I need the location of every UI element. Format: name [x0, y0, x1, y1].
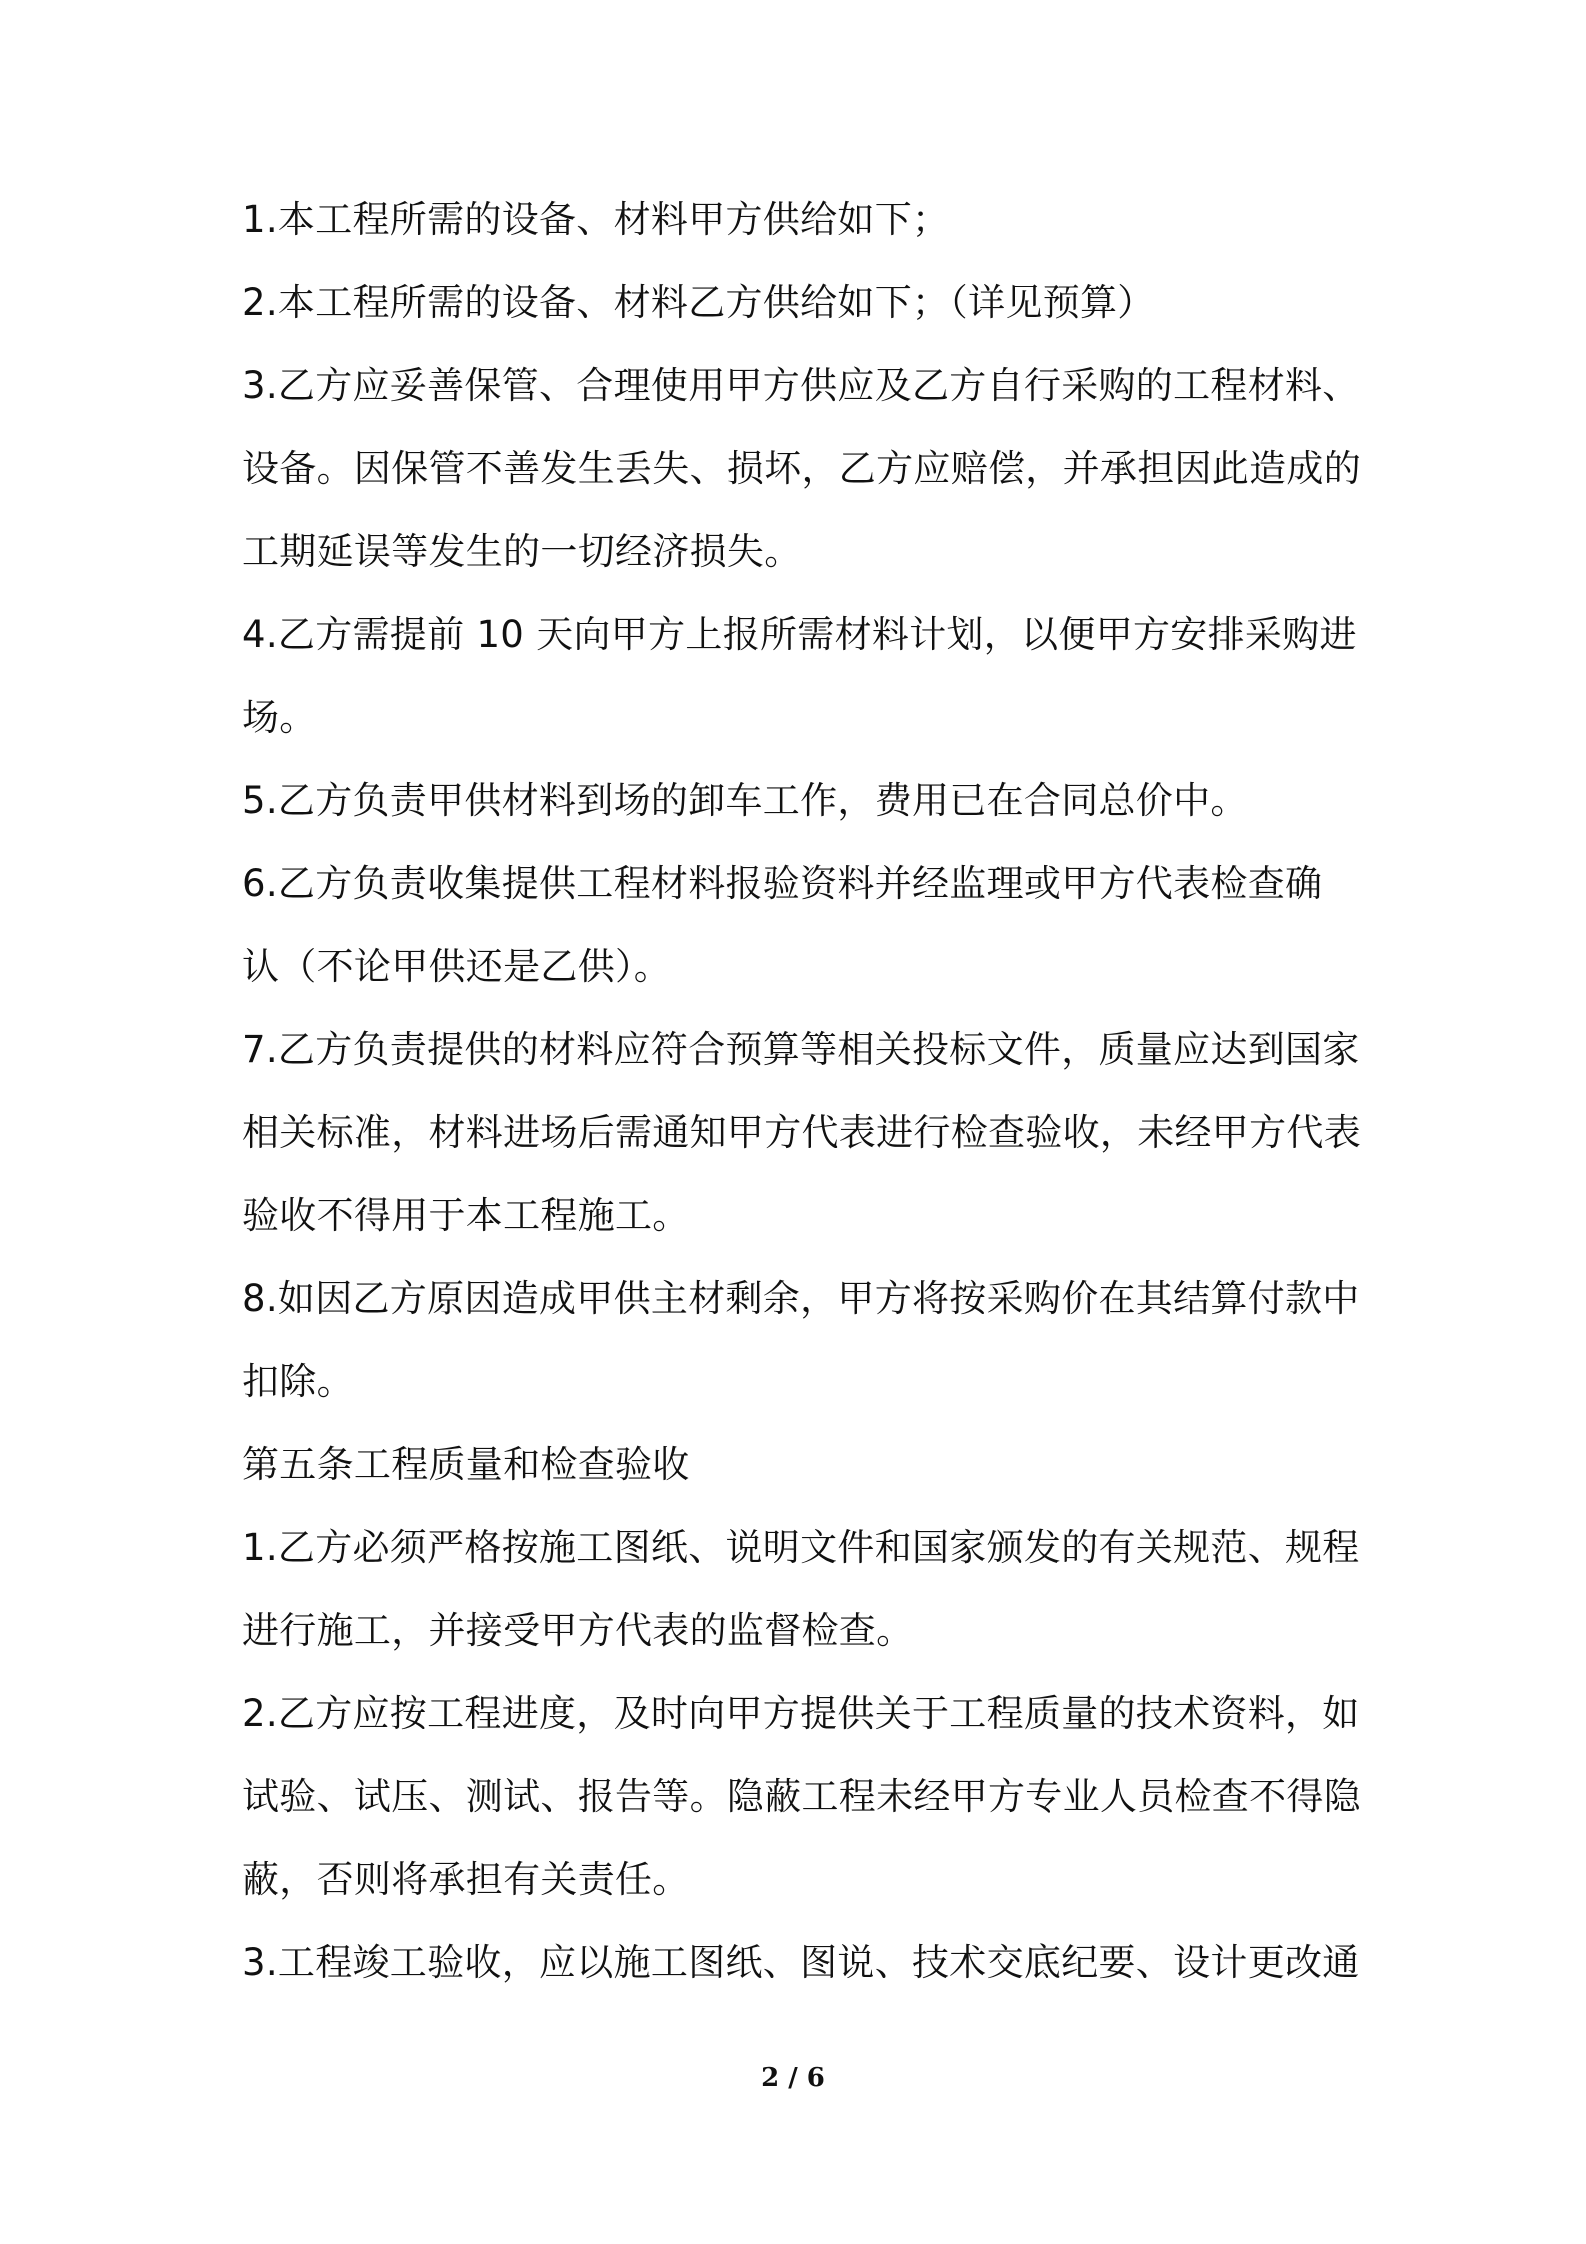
text-line: 4.乙方需提前 10 天向甲方上报所需材料计划，以便甲方安排采购进: [242, 613, 1357, 656]
text-line: 认（不论甲供还是乙供）。: [242, 945, 672, 988]
text-line: 蔽，否则将承担有关责任。: [242, 1858, 690, 1901]
section-heading: 第五条工程质量和检查验收: [242, 1443, 690, 1486]
text-line: 7.乙方负责提供的材料应符合预算等相关投标文件，质量应达到国家: [242, 1028, 1360, 1071]
text-line: 1.乙方必须严格按施工图纸、说明文件和国家颁发的有关规范、规程: [242, 1526, 1360, 1569]
text-line: 2.本工程所需的设备、材料乙方供给如下；（详见预算）: [242, 281, 1155, 324]
text-line: 验收不得用于本工程施工。: [242, 1194, 690, 1237]
text-line: 试验、试压、测试、报告等。隐蔽工程未经甲方专业人员检查不得隐: [242, 1775, 1361, 1818]
text-line: 8.如因乙方原因造成甲供主材剩余，甲方将按采购价在其结算付款中: [242, 1277, 1360, 1320]
text-line: 扣除。: [242, 1360, 354, 1403]
text-line: 3.乙方应妥善保管、合理使用甲方供应及乙方自行采购的工程材料、: [242, 364, 1360, 407]
text-line: 工期延误等发生的一切经济损失。: [242, 530, 802, 573]
text-line: 1.本工程所需的设备、材料甲方供给如下；: [242, 198, 950, 241]
text-line: 6.乙方负责收集提供工程材料报验资料并经监理或甲方代表检查确: [242, 862, 1323, 905]
text-line: 场。: [242, 696, 317, 739]
text-line: 2.乙方应按工程进度，及时向甲方提供关于工程质量的技术资料，如: [242, 1692, 1360, 1735]
text-line: 相关标准，材料进场后需通知甲方代表进行检查验收，未经甲方代表: [242, 1111, 1361, 1154]
text-line: 进行施工，并接受甲方代表的监督检查。: [242, 1609, 914, 1652]
text-line: 设备。因保管不善发生丢失、损坏，乙方应赔偿，并承担因此造成的: [242, 447, 1361, 490]
text-line: 3.工程竣工验收，应以施工图纸、图说、技术交底纪要、设计更改通: [242, 1941, 1360, 1984]
page-number: 2 / 6: [761, 2063, 825, 2093]
text-line: 5.乙方负责甲供材料到场的卸车工作，费用已在合同总价中。: [242, 779, 1248, 822]
